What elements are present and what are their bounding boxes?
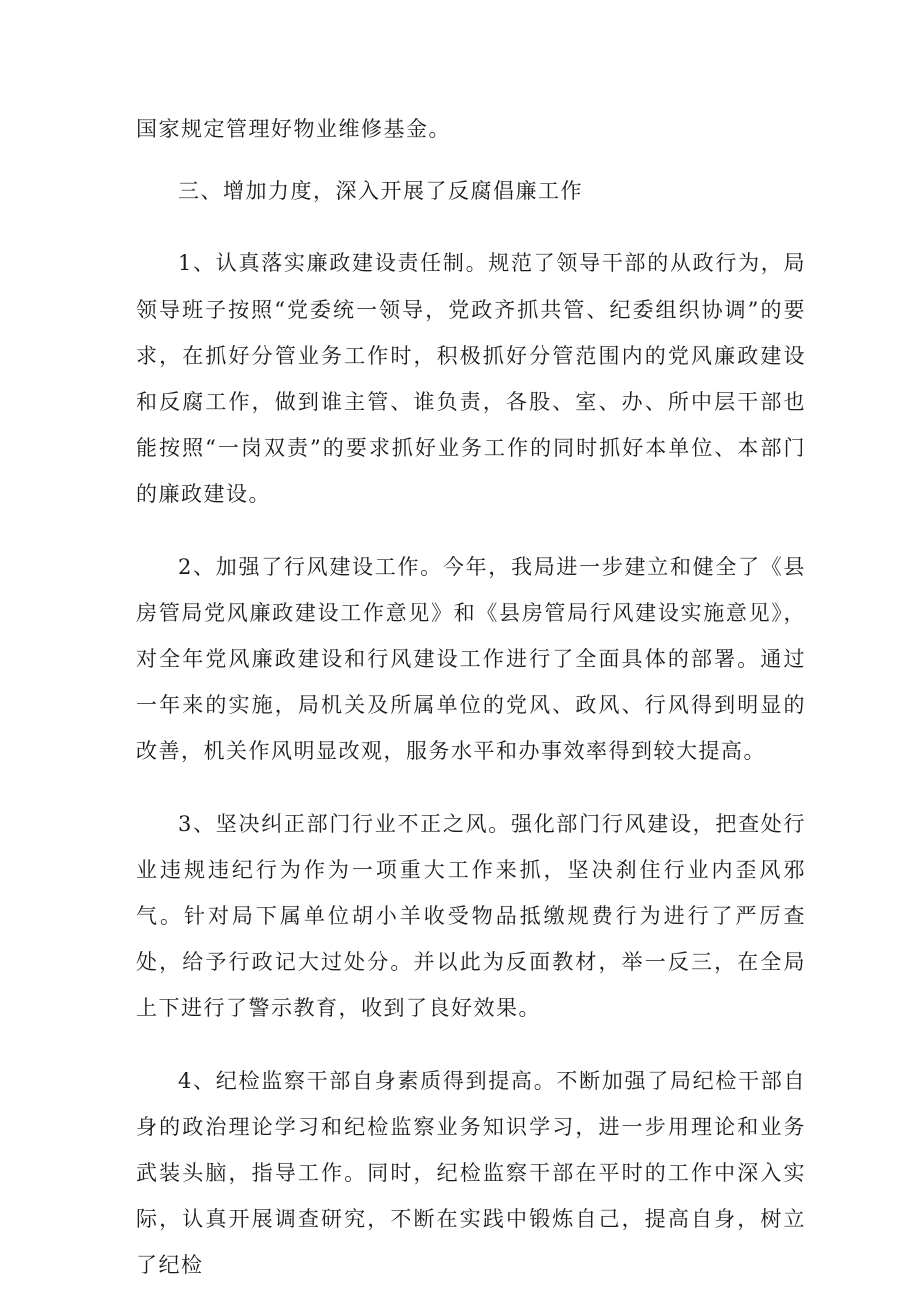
section-heading: 三、增加力度，深入开展了反腐倡廉工作: [178, 179, 583, 204]
paragraph-item-4: 4、纪检监察干部自身素质得到提高。不断加强了局纪检干部自身的政治理论学习和纪检监察业务知识学习，进一步用理论和业务武装头脑，指导工作。同时，纪检监察干部在平时的工作中深入实际，认真开展调查研究，不断在实践中锻炼自己，提高自身，树立了纪检: [136, 1068, 806, 1278]
paragraph-continuation: 国家规定管理好物业维修基金。: [136, 117, 451, 141]
document-body: [136, 106, 806, 1289]
paragraph-item-3: 3、坚决纠正部门行业不正之风。强化部门行风建设，把查处行业违规违纪行为作为一项重大工作来抓，坚决刹住行业内歪风邪气。针对局下属单位胡小羊收受物品抵缴规费行为进行了严厉查处，给予行政记大过处分。并以此为反面教材，举一反三，在全局上下进行了警示教育，收到了良好效果。: [136, 811, 806, 1021]
paragraph-item-2: 2、加强了行风建设工作。今年，我局进一步建立和健全了《县房管局党风廉政建设工作意见》和《县房管局行风建设实施意见》，对全年党风廉政建设和行风建设工作进行了全面具体的部署。通过一年来的实施，局机关及所属单位的党风、政风、行风得到明显的改善，机关作风明显改观，服务水平和办事效率得到较大提高。: [136, 554, 806, 764]
paragraph-item-1: 1、认真落实廉政建设责任制。规范了领导干部的从政行为，局领导班子按照“党委统一领导，党政齐抓共管、纪委组织协调”的要求，在抓好分管业务工作时，积极抓好分管范围内的党风廉政建设和反腐工作，做到谁主管、谁负责，各股、室、办、所中层干部也能按照“一岗双责”的要求抓好业务工作的同时抓好本单位、本部门的廉政建设。: [136, 251, 806, 507]
